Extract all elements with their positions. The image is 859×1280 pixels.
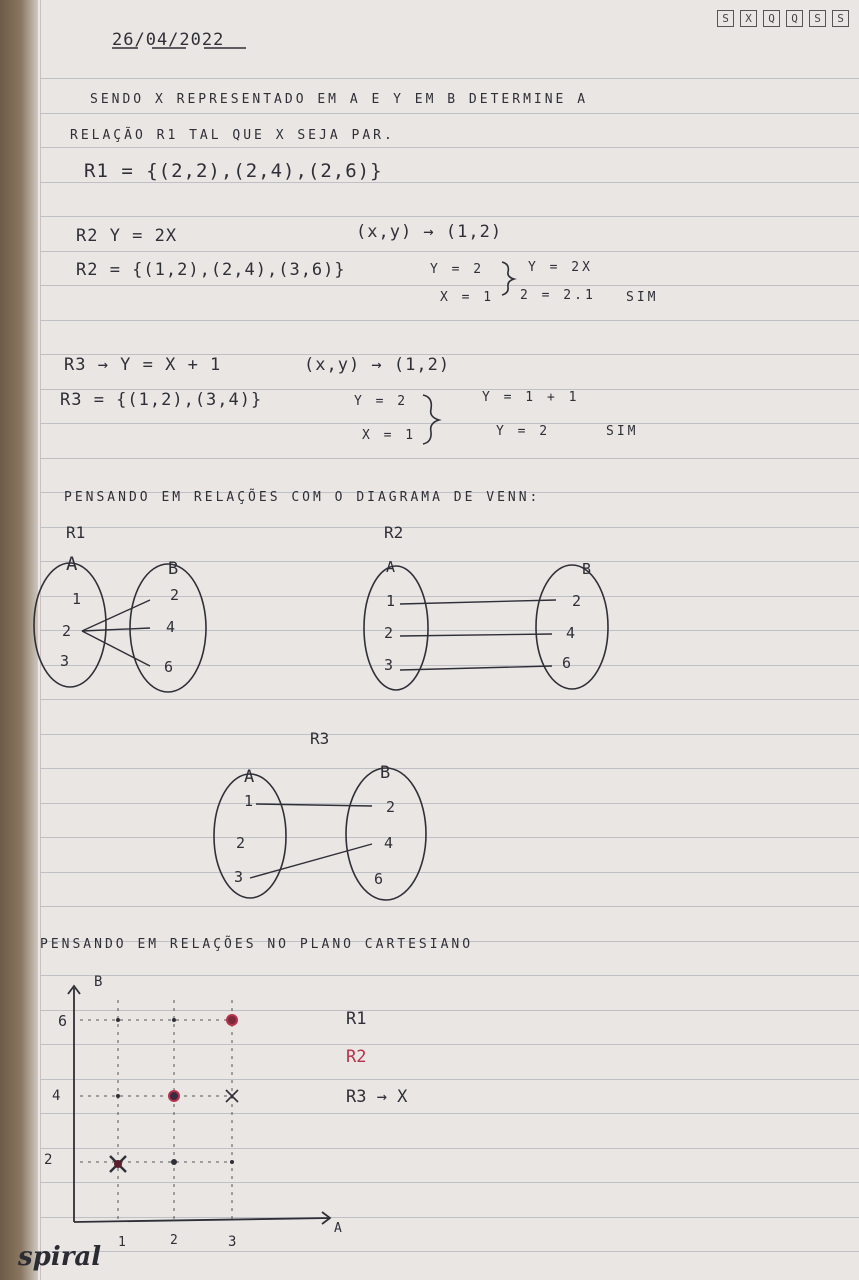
y-axis-label: B — [94, 974, 103, 990]
venn-r1-label: R1 — [66, 523, 86, 542]
venn-r2-a-2: 2 — [384, 624, 394, 642]
r3-eq2: Y = 2 — [496, 424, 551, 439]
venn-r3-b-4: 4 — [384, 834, 394, 852]
venn-r1-b-6: 6 — [164, 658, 174, 676]
venn-r2-b-2: 2 — [572, 592, 582, 610]
venn-r3-arrows — [250, 804, 372, 878]
r2-eq1: Y = 2X — [528, 260, 593, 275]
check-box: S — [809, 10, 826, 27]
legend-r3: R3 → X — [346, 1087, 408, 1107]
check-box: S — [832, 10, 849, 27]
venn-r1-b-2: 2 — [170, 586, 180, 604]
venn-r1-a-label: A — [66, 553, 78, 575]
point-r1-r2-2-4 — [169, 1091, 179, 1101]
check-box: S — [717, 10, 734, 27]
intro-line-2: RELAÇÃO R1 TAL QUE X SEJA PAR. — [70, 128, 395, 143]
venn-r2-label: R2 — [384, 523, 404, 542]
venn-r1-a-3: 3 — [60, 652, 70, 670]
x-tick-1: 1 — [118, 1235, 126, 1250]
intro-line-1: SENDO X REPRESENTADO EM A E Y EM B DETERMINE A — [90, 92, 589, 107]
venn-r2-b-6: 6 — [562, 654, 572, 672]
brand-logo: spiral — [18, 1242, 102, 1272]
venn-r2-b-label: B — [582, 560, 592, 578]
axes — [68, 986, 330, 1224]
venn-r3-label: R3 — [310, 729, 330, 748]
r2-pair: (x,y) → (1,2) — [356, 222, 503, 242]
r3-rule: R3 → Y = X + 1 — [64, 355, 222, 375]
venn-r1-a-2: 2 — [62, 622, 72, 640]
point-dot-1-2 — [114, 1160, 122, 1168]
point-2-2 — [171, 1159, 177, 1165]
r2-eq2: 2 = 2.1 — [520, 288, 596, 303]
venn-r3-b-label: B — [380, 763, 391, 783]
venn-r1-b-label: B — [168, 559, 179, 579]
legend-r2: R2 — [346, 1047, 367, 1067]
r3-check-x: X = 1 — [362, 428, 417, 443]
venn-r1-arrows — [82, 600, 150, 666]
venn-r2-a-3: 3 — [384, 656, 394, 674]
venn-r3-a-1: 1 — [244, 792, 254, 810]
y-tick-4: 4 — [52, 1088, 61, 1104]
r3-set: R3 = {(1,2),(3,4)} — [60, 390, 263, 410]
check-box: Q — [786, 10, 803, 27]
x-axis-label: A — [334, 1221, 342, 1236]
r3-pair: (x,y) → (1,2) — [304, 355, 451, 375]
r2-verdict: SIM — [626, 290, 659, 305]
r3-check-y: Y = 2 — [354, 394, 409, 409]
venn-r3-b-2: 2 — [386, 798, 396, 816]
point-r3-3-4 — [226, 1090, 238, 1102]
y-tick-2: 2 — [44, 1152, 53, 1168]
point-1-6 — [116, 1018, 120, 1022]
grid-guides — [80, 1000, 232, 1220]
x-tick-2: 2 — [170, 1233, 178, 1248]
r1-set: R1 = {(2,2),(2,4),(2,6)} — [84, 160, 383, 182]
legend-r1: R1 — [346, 1009, 367, 1029]
venn-r3-b-6: 6 — [374, 870, 384, 888]
y-tick-6: 6 — [58, 1012, 68, 1030]
venn-r3-a-2: 2 — [236, 834, 246, 852]
x-tick-3: 3 — [228, 1234, 237, 1250]
point-2-6 — [172, 1018, 176, 1022]
cartesian-heading: PENSANDO EM RELAÇÕES NO PLANO CARTESIANO — [40, 937, 474, 952]
point-3-2 — [230, 1160, 234, 1164]
point-r1-r2-3-6 — [227, 1015, 237, 1025]
venn-r1-a-1: 1 — [72, 590, 82, 608]
point-1-4 — [116, 1094, 120, 1098]
venn-r2-b-4: 4 — [566, 624, 576, 642]
check-box: Q — [763, 10, 780, 27]
venn-r2-a-1: 1 — [386, 592, 396, 610]
venn-r2-a-oval — [364, 566, 428, 690]
venn-heading: PENSANDO EM RELAÇÕES COM O DIAGRAMA DE VENN: — [64, 490, 541, 505]
check-box: X — [740, 10, 757, 27]
venn-r3-a-label: A — [244, 767, 255, 787]
r2-check-y: Y = 2 — [430, 262, 485, 277]
r3-eq1: Y = 1 + 1 — [482, 390, 580, 405]
venn-r3-a-3: 3 — [234, 868, 244, 886]
r2-set: R2 = {(1,2),(2,4),(3,6)} — [76, 260, 346, 280]
r2-check-x: X = 1 — [440, 290, 495, 305]
r2-rule: R2 Y = 2X — [76, 226, 178, 246]
r3-verdict: SIM — [606, 424, 639, 439]
date: 26/04/2022 — [112, 30, 225, 50]
venn-r1-b-4: 4 — [166, 618, 176, 636]
venn-r2-a-label: A — [386, 558, 396, 576]
